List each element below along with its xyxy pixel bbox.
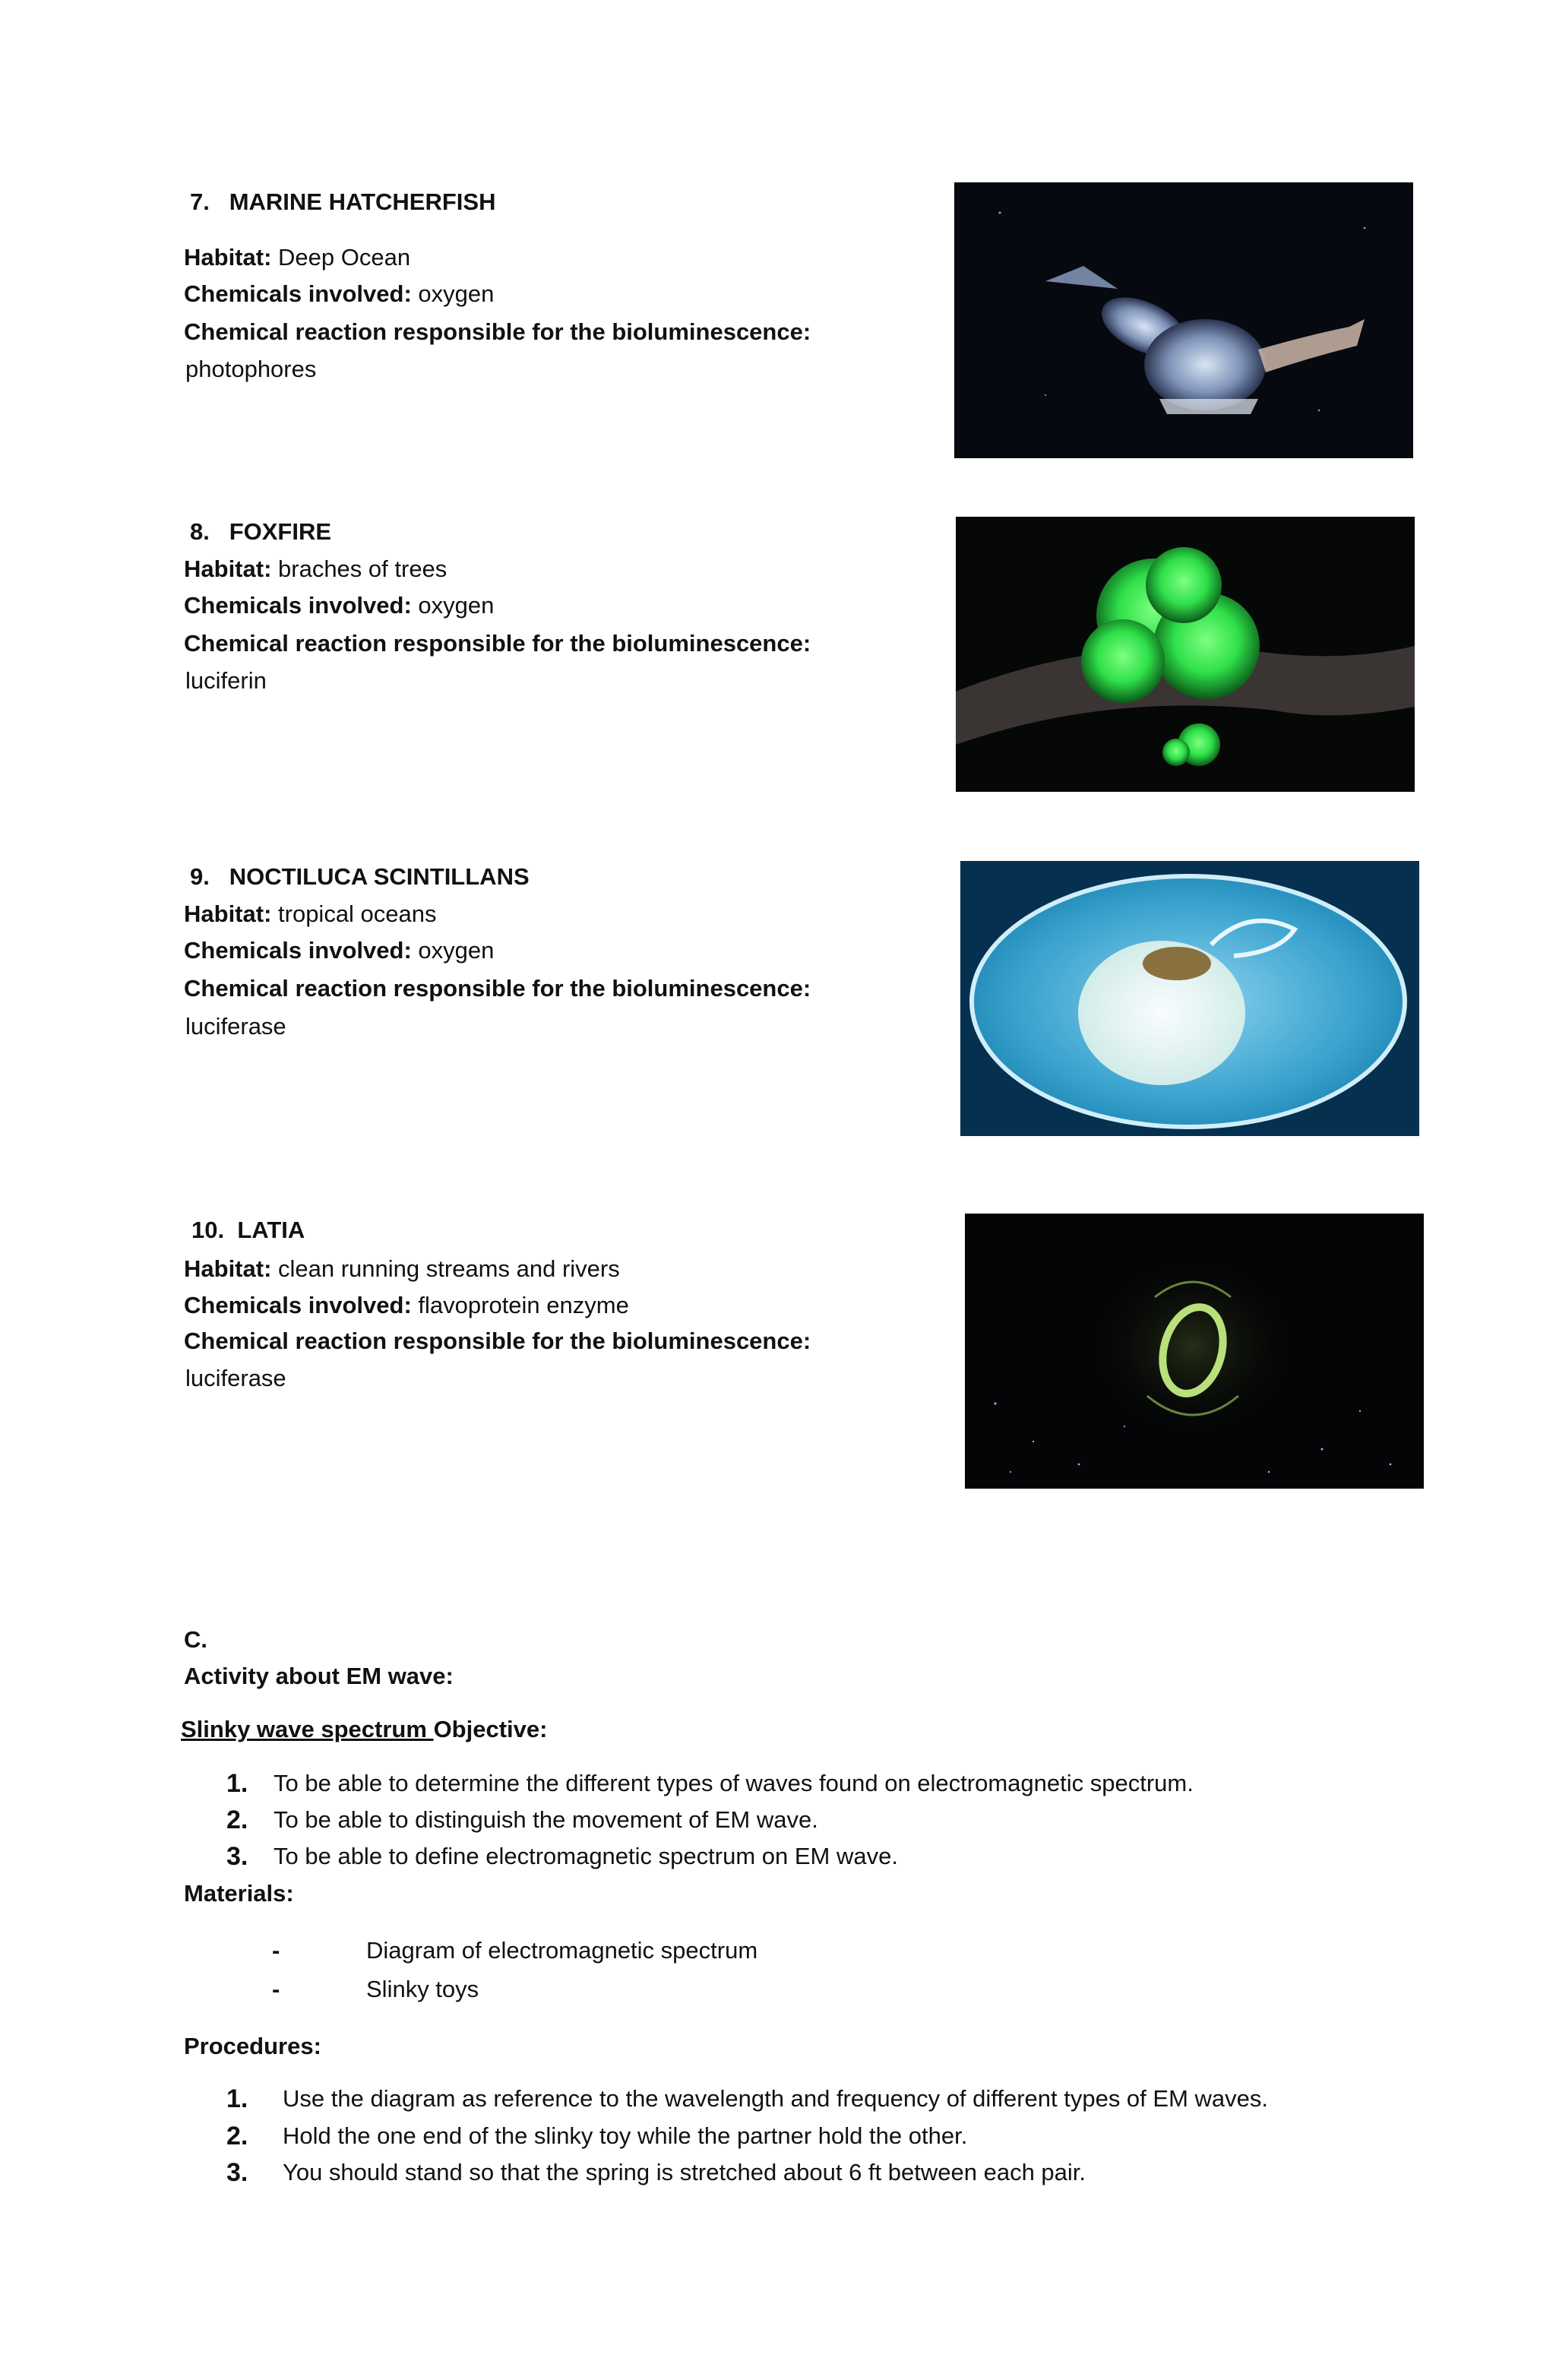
objective-item — [226, 1768, 1194, 1799]
procedure-number: 1. — [226, 2084, 248, 2113]
habitat-label: Habitat: — [184, 1255, 272, 1282]
organism-7-reaction-value: photophores — [185, 356, 317, 382]
material-item — [272, 1935, 758, 1966]
organism-number: 10. — [191, 1217, 225, 1243]
activity-heading — [181, 1714, 547, 1745]
chemicals-value: oxygen — [418, 592, 495, 619]
procedure-item — [226, 2084, 1268, 2115]
procedure-text: Hold the one end of the slinky toy while the partner hold the other. — [283, 2122, 968, 2149]
organism-10-reaction-label: Chemical reaction responsible for the bioluminescence: — [184, 1328, 811, 1354]
objective-text: To be able to distinguish the movement of EM wave. — [274, 1806, 818, 1833]
material-bullet: - — [272, 1937, 280, 1964]
procedure-item — [226, 2157, 1086, 2189]
organism-10-heading — [191, 1215, 305, 1245]
habitat-value: Deep Ocean — [278, 244, 411, 271]
organism-9-heading — [190, 862, 530, 892]
chemicals-label: Chemicals involved: — [184, 1292, 412, 1318]
procedure-number: 3. — [226, 2158, 248, 2187]
foxfire-image — [956, 517, 1415, 792]
chemicals-value: flavoprotein enzyme — [418, 1292, 629, 1318]
habitat-label: Habitat: — [184, 244, 272, 271]
chemicals-value: oxygen — [418, 280, 495, 307]
organism-7-habitat — [184, 242, 410, 273]
organism-number: 8. — [190, 518, 210, 545]
latia-image — [965, 1214, 1424, 1489]
habitat-label: Habitat: — [184, 900, 272, 927]
material-text: Slinky toys — [366, 1976, 479, 2002]
procedures-label: Procedures: — [184, 2033, 321, 2059]
objective-number: 1. — [226, 1769, 248, 1798]
organism-9-chemicals — [184, 935, 494, 966]
organism-name: FOXFIRE — [229, 518, 332, 545]
organism-10-habitat — [184, 1254, 620, 1284]
organism-7-chemicals — [184, 279, 494, 309]
procedure-text: You should stand so that the spring is stretched about 6 ft between each pair. — [283, 2159, 1086, 2185]
organism-number: 9. — [190, 863, 210, 890]
objective-label: Objective: — [433, 1716, 548, 1742]
organism-10-chemicals — [184, 1290, 629, 1321]
organism-7-heading — [190, 187, 495, 217]
objective-number: 3. — [226, 1842, 248, 1871]
objective-item — [226, 1841, 898, 1872]
hatchetfish-image — [954, 182, 1413, 458]
organism-9-habitat — [184, 899, 437, 929]
objective-text: To be able to determine the different types of waves found on electromagnetic spectrum. — [274, 1770, 1194, 1796]
organism-10-reaction-value: luciferase — [185, 1365, 286, 1391]
habitat-value: braches of trees — [278, 555, 448, 582]
organism-name: LATIA — [237, 1217, 305, 1243]
organism-number: 7. — [190, 188, 210, 215]
objective-number: 2. — [226, 1806, 248, 1834]
procedure-item — [226, 2121, 968, 2152]
chemicals-label: Chemicals involved: — [184, 280, 412, 307]
habitat-value: clean running streams and rivers — [278, 1255, 620, 1282]
chemicals-label: Chemicals involved: — [184, 937, 412, 964]
objective-text: To be able to define electromagnetic spectrum on EM wave. — [274, 1843, 898, 1869]
section-title: Activity about EM wave: — [184, 1663, 454, 1689]
section-letter: C. — [184, 1626, 207, 1653]
procedure-text: Use the diagram as reference to the wavelength and frequency of different types of EM waves. — [283, 2085, 1268, 2112]
organism-name: NOCTILUCA SCINTILLANS — [229, 863, 530, 890]
organism-8-reaction-value: luciferin — [185, 667, 267, 694]
habitat-value: tropical oceans — [278, 900, 437, 927]
chemicals-value: oxygen — [418, 937, 495, 964]
materials-label: Materials: — [184, 1880, 294, 1907]
procedure-number: 2. — [226, 2122, 248, 2151]
organism-name: MARINE HATCHERFISH — [229, 188, 496, 215]
material-text: Diagram of electromagnetic spectrum — [366, 1937, 758, 1964]
organism-9-reaction-label: Chemical reaction responsible for the bioluminescence: — [184, 975, 811, 1002]
objective-item — [226, 1805, 818, 1836]
organism-8-chemicals — [184, 590, 494, 621]
habitat-label: Habitat: — [184, 555, 272, 582]
activity-name: Slinky wave spectrum — [181, 1716, 427, 1742]
noctiluca-image — [960, 861, 1419, 1136]
organism-8-habitat — [184, 554, 447, 584]
chemicals-label: Chemicals involved: — [184, 592, 412, 619]
material-bullet: - — [272, 1976, 280, 2002]
material-item — [272, 1974, 479, 2005]
organism-9-reaction-value: luciferase — [185, 1013, 286, 1040]
organism-8-reaction-label: Chemical reaction responsible for the bioluminescence: — [184, 630, 811, 657]
organism-8-heading — [190, 517, 331, 547]
organism-7-reaction-label: Chemical reaction responsible for the bioluminescence: — [184, 318, 811, 345]
